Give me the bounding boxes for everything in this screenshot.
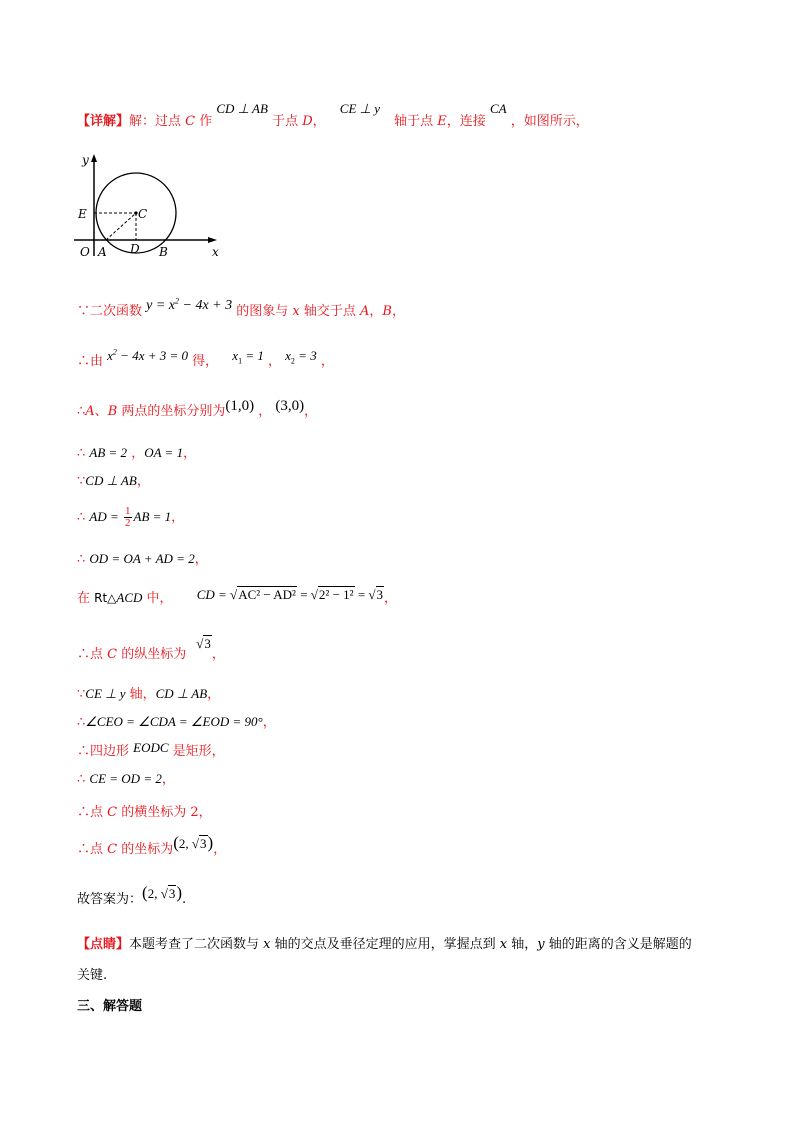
solution-line-2: ∵二次函数 $y = x^2 - 4x + 3$ 的图象与 x 轴交于点 A，B，	[77, 296, 405, 319]
point-c-coord: (2, √3)	[173, 833, 214, 852]
comment-line: 【点睛】本题考查了二次函数与 x 轴的交点及垂径定理的应用，掌握点到 x 轴，y 轴的距离的含义是解题的	[77, 937, 692, 952]
solution-line-14: ∴ CE = OD = 2，	[77, 771, 175, 787]
solution-line-12: ∴∠CEO = ∠CDA = ∠EOD = 90°，	[77, 714, 276, 730]
sqrt-3: √3	[196, 636, 211, 651]
formula-quadratic: $y = x^2 - 4x + 3$	[146, 296, 233, 313]
solution-line-7: ∴ AD = $\frac{1}{2}$ AB = 1，	[77, 505, 185, 529]
x-axis-arrow	[208, 237, 217, 243]
solution-line-16: ∴点 C 的坐标为(2, √3)，	[77, 833, 227, 857]
answer-line: 故答案为：(2, √3).	[77, 883, 187, 907]
solution-line-15: ∴点 C 的横坐标为 2，	[77, 805, 212, 820]
formula-x1: $x_1 = 1$	[232, 348, 264, 366]
label-c: C	[138, 207, 148, 221]
solution-line-9: 在 Rt△ACD 中， CD = √AC² − AD² = √2² − 1² = √3，	[77, 587, 398, 606]
section-heading: 三、解答题	[77, 999, 143, 1014]
formula-ce-perp-y: CE ⊥ y	[339, 101, 381, 116]
label-y: y	[82, 153, 89, 167]
label-a: A	[98, 245, 107, 259]
fraction-one-half: $\frac{1}{2}$	[125, 505, 131, 529]
point-a-coord: (1,0)	[225, 398, 255, 414]
geometry-figure	[72, 152, 222, 264]
detail-line: 【详解】解：过点 C 作 CD ⊥ AB 于点 D， CE ⊥ y 轴于点 E，连接 CA ，如图所示，	[77, 101, 589, 129]
solution-line-13: ∴四边形 EODC 是矩形，	[77, 740, 225, 759]
segment-ca	[106, 213, 136, 240]
label-x: x	[212, 245, 219, 259]
solution-line-6: ∵CD ⊥ AB，	[77, 473, 150, 489]
comment-tag: 【点睛】	[77, 937, 130, 952]
solution-line-4: ∴A、B 两点的坐标分别为(1,0) ， (3,0)，	[77, 398, 318, 419]
y-axis-arrow	[91, 154, 97, 162]
label-o: O	[80, 245, 90, 259]
label-b: B	[159, 245, 168, 259]
detail-tag: 【详解】	[77, 114, 130, 129]
formula-ca: CA	[489, 101, 507, 116]
formula-equation: $x^2 - 4x + 3 = 0$	[107, 347, 189, 363]
formula-cd-length: CD = √AC² − AD² = √2² − 1² = √3	[196, 587, 384, 602]
solution-line-5: ∴ AB = 2 ，OA = 1，	[77, 445, 197, 461]
point-b-coord: (3,0)	[275, 398, 305, 414]
formula-x2: $x_2 = 3$	[285, 348, 317, 366]
solution-line-8: ∴ OD = OA + AD = 2，	[77, 551, 208, 567]
solution-line-3: ∴由 $x^2 - 4x + 3 = 0$ 得， $x_1 = 1$ ， $x_2 = 3$ ，	[77, 347, 334, 369]
solution-line-10: ∴点 C 的纵坐标为√3，	[77, 636, 225, 662]
comment-line-2: 关键.	[77, 968, 108, 983]
answer-coord: (2, √3)	[142, 883, 182, 902]
formula-cd-perp-ab: CD ⊥ AB	[216, 101, 268, 116]
solution-line-11: ∵CE ⊥ y 轴，CD ⊥ AB，	[77, 686, 221, 702]
label-e: E	[78, 207, 87, 221]
label-d: D	[130, 242, 140, 256]
